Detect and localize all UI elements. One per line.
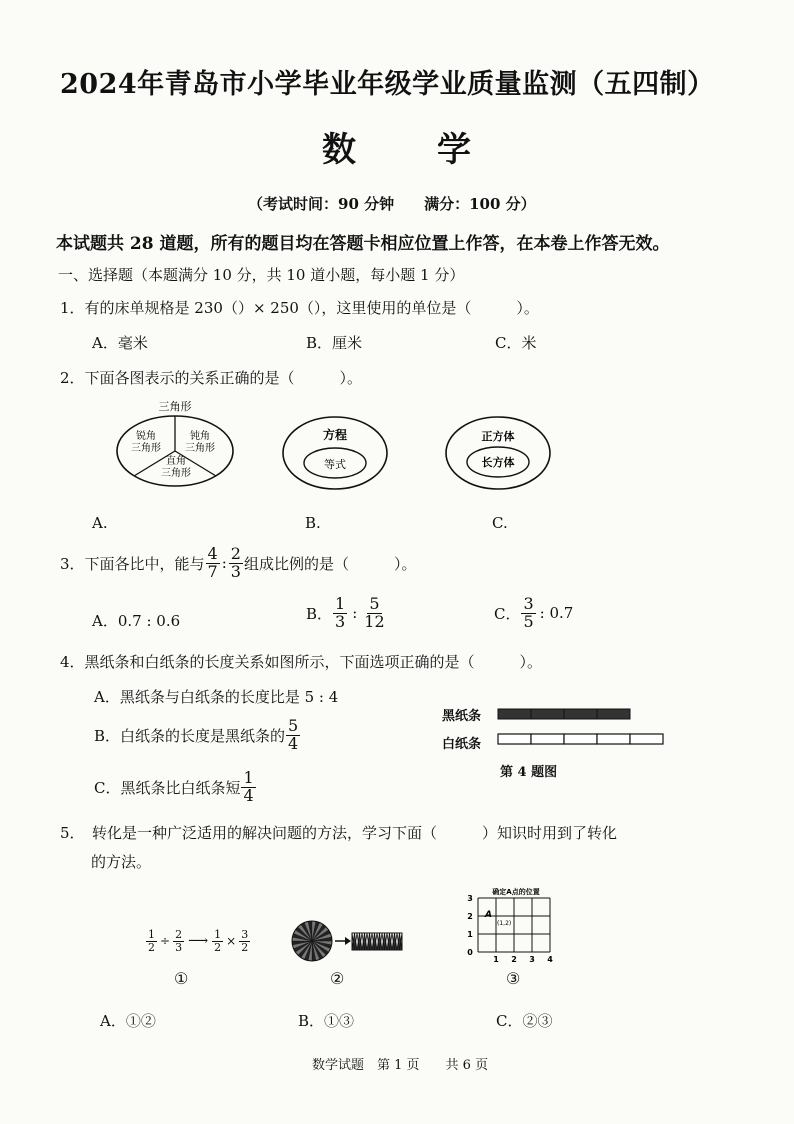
fig1-op-multiply: × (226, 934, 237, 949)
black-strip-segment (498, 709, 531, 719)
subject-char-1: 数 (322, 130, 356, 170)
q1-option-c[interactable]: C．米 (495, 334, 537, 352)
grid-y-tick: 2 (467, 912, 473, 921)
exam-info: （考试时间：90 分钟 满分：100 分） (248, 195, 536, 213)
q3-b-fraction-1 (333, 596, 347, 631)
grid-y-tick: 0 (467, 948, 473, 957)
grid-y-tick: 3 (467, 894, 473, 903)
q3-c-frac-den: 5 (523, 611, 534, 631)
q3-option-c[interactable] (494, 596, 573, 631)
fig-a-right-1: 钝角 (190, 431, 210, 442)
q4-black-label: 黑纸条 (442, 709, 482, 724)
q5-stem-line1: 5． 转化是一种广泛适用的解决问题的方法，学习下面（ ）知识时用到了转化 (60, 824, 618, 842)
q3-fraction-1 (206, 546, 220, 581)
fig1-frac-right (212, 929, 223, 953)
q1-option-a[interactable]: A．毫米 (92, 334, 148, 352)
white-strip-segment (630, 734, 663, 744)
page-footer: 数学试题 第 1 页 共 6 页 (312, 1058, 489, 1073)
fig-b-inner-label: 等式 (324, 458, 346, 471)
q3-b-fraction-2 (362, 596, 386, 631)
q3-b-frac2-den: 12 (364, 611, 385, 631)
q3-b-frac1-den: 3 (335, 611, 346, 631)
fig1-frac-left (146, 929, 157, 953)
q3-b-frac1-num: 1 (335, 594, 346, 613)
grid-y-tick: 1 (467, 930, 473, 939)
q4-strips-figure (496, 706, 666, 746)
white-strip-segment (531, 734, 564, 744)
q3-option-c-tail: : 0.7 (539, 604, 574, 623)
grid-x-tick: 4 (547, 955, 553, 964)
grid-point-label: A (485, 910, 492, 920)
q4-white-label: 白纸条 (442, 737, 482, 752)
q2-option-b[interactable]: B. (305, 514, 321, 532)
white-strip-segment (498, 734, 531, 744)
fig1-arrow-icon: ⟶ (188, 933, 209, 950)
q5-option-a[interactable]: A．①② (100, 1012, 156, 1030)
fig1-op-divide: ÷ (160, 934, 171, 949)
q3-frac2-num: 2 (230, 544, 241, 563)
q4-option-c-text: C．黑纸条比白纸条短 (94, 778, 241, 797)
q4-b-fraction (286, 718, 300, 753)
fig1-frac-mid (173, 929, 184, 953)
q4-b-frac-den: 4 (288, 733, 299, 753)
fig1-s-num: 3 (241, 928, 249, 941)
subject-char-2: 学 (437, 130, 471, 170)
fig-a-left-1: 锐角 (136, 431, 156, 442)
q5-figure-1-expression (145, 929, 251, 953)
exam-title: 2024年青岛市小学毕业年级学业质量监测（五四制） (60, 69, 715, 100)
q3-stem-prefix: 3．下面各比中，能与 (60, 554, 205, 573)
q3-option-c-label: C． (494, 604, 521, 623)
grid-x-tick: 1 (493, 955, 499, 964)
q2-option-a[interactable]: A. (92, 514, 108, 532)
black-strip-segment (531, 709, 564, 719)
fig1-m-num: 2 (175, 928, 183, 941)
q3-c-fraction (521, 596, 535, 631)
fig-c-inner-label: 长方体 (481, 456, 515, 469)
fig-b-outer-label: 方程 (322, 428, 348, 442)
q3-stem: 3．下面各比中，能与 $\frac{4}{7}$ : $\frac{2}{3}$ 组成比例的是（ ）。 (60, 544, 417, 581)
q5-figure-3-grid (462, 884, 562, 966)
q5-figure-3-label: ③ (506, 969, 521, 988)
exam-instruction: 本试题共 28 道题，所有的题目均在答题卡相应位置上作答，在本卷上作答无效。 (56, 234, 670, 254)
fig-a-right-2: 三角形 (185, 443, 215, 454)
fig1-frac-last (239, 929, 250, 953)
q2-option-c[interactable]: C. (492, 514, 508, 532)
q5-option-b[interactable]: B．①③ (298, 1012, 355, 1030)
q4-option-c[interactable] (94, 770, 257, 805)
q2-figure-b (280, 414, 390, 492)
q2-stem: 2．下面各图表示的关系正确的是（ ）。 (60, 369, 363, 387)
q3-b-frac2-num: 5 (369, 594, 380, 613)
fig1-r-den: 2 (214, 940, 222, 954)
q3-frac2-den: 3 (230, 561, 241, 581)
section-title: 一、选择题（本题满分 10 分，共 10 道小题，每小题 1 分） (58, 266, 465, 284)
q3-frac1-num: 4 (207, 544, 218, 563)
white-strip-segment (597, 734, 630, 744)
q3-stem-suffix: 组成比例的是（ ）。 (243, 554, 417, 573)
grid-point-coord: (1,2) (497, 920, 512, 927)
fig1-l-num: 1 (148, 928, 155, 941)
q4-figure-caption: 第 4 题图 (500, 765, 558, 780)
fig1-r-num: 1 (214, 928, 222, 941)
q3-option-b-label: B． (306, 604, 333, 623)
q2-figure-c (443, 414, 553, 492)
q1-option-b[interactable]: B．厘米 (306, 334, 363, 352)
q5-figure-2-circle-to-rectangle (290, 918, 405, 964)
fig-a-bottom-2: 三角形 (161, 468, 191, 479)
q3-fraction-2 (229, 546, 243, 581)
q4-c-fraction (241, 770, 255, 805)
black-strip-segment (564, 709, 597, 719)
q3-option-b[interactable]: B． $\frac{1}{3}$ : $\frac{5}{12}$ (306, 594, 385, 631)
fig1-l-den: 2 (148, 940, 155, 954)
q4-c-frac-num: 1 (243, 768, 254, 787)
white-strip-segment (564, 734, 597, 744)
q5-figure-1-label: ① (174, 969, 189, 988)
q4-option-b-text: B．白纸条的长度是黑纸条的 (94, 726, 286, 745)
arrow-head-icon (345, 937, 351, 945)
black-strip-segment (597, 709, 630, 719)
q1-stem: 1．有的床单规格是 230（）× 250（），这里使用的单位是（ ）。 (60, 299, 539, 317)
fig1-m-den: 3 (175, 940, 183, 954)
q5-stem-line2: 的方法。 (91, 853, 152, 871)
q2-figure-a (110, 396, 240, 492)
fig-c-outer-label: 正方体 (481, 430, 515, 443)
q3-option-a[interactable]: A．0.7 : 0.6 (92, 612, 181, 630)
grid-x-tick: 3 (529, 955, 535, 964)
fig-a-bottom-1: 直角 (166, 456, 186, 467)
q4-b-frac-num: 5 (288, 716, 299, 735)
fig-a-left-2: 三角形 (131, 443, 161, 454)
q5-option-c[interactable]: C．②③ (496, 1012, 553, 1030)
fig1-s-den: 2 (241, 940, 249, 954)
fig-a-outer-label: 三角形 (158, 400, 192, 413)
q4-option-a[interactable]: A．黑纸条与白纸条的长度比是 5 : 4 (94, 688, 339, 706)
q4-option-b[interactable] (94, 718, 301, 753)
grid-x-tick: 2 (511, 955, 517, 964)
q5-figure-2-label: ② (330, 969, 345, 988)
fig3-title: 确定A点的位置 (492, 888, 540, 896)
q4-stem: 4．黑纸条和白纸条的长度关系如图所示，下面选项正确的是（ ）。 (60, 653, 543, 671)
q3-c-frac-num: 3 (523, 594, 534, 613)
q4-c-frac-den: 4 (243, 785, 254, 805)
q3-frac1-den: 7 (207, 561, 218, 581)
